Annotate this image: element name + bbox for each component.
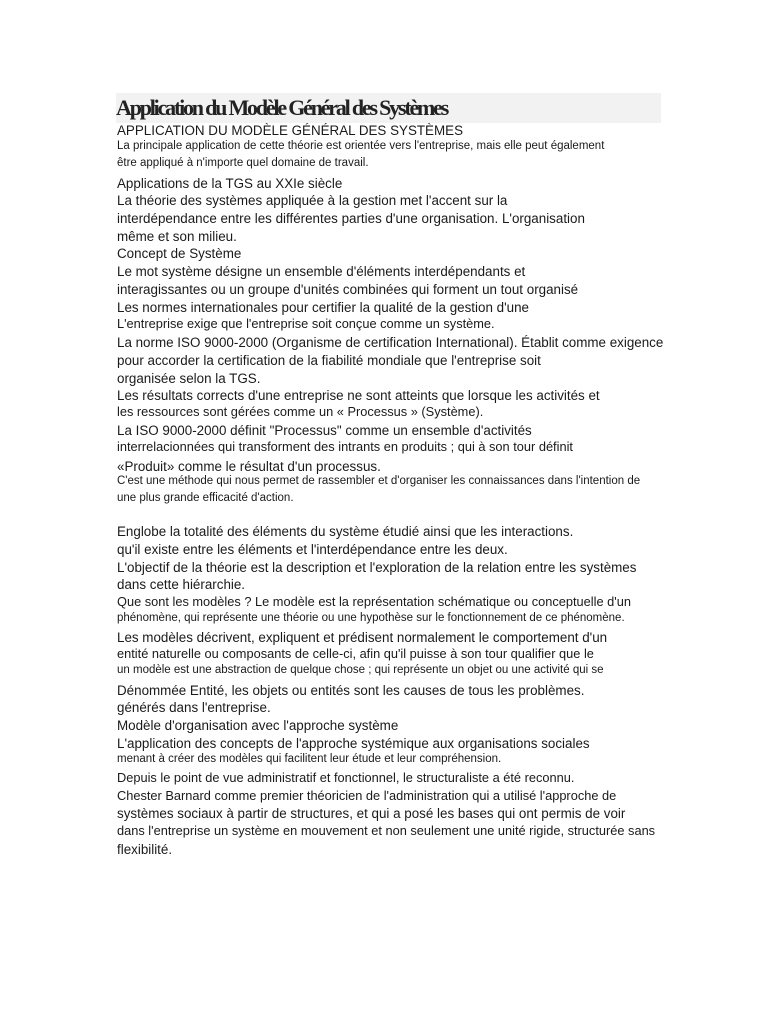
body-line: Depuis le point de vue administratif et fonctionnel, le structuraliste a été reconnu.	[117, 770, 575, 785]
body-line: interagissantes ou un groupe d'unités combinées qui forment un tout organisé	[117, 282, 579, 297]
body-line: interdépendance entre les différentes parties d'une organisation. L'organisation	[117, 211, 585, 226]
body-line: pour accorder la certification de la fiabilité mondiale que l'entreprise soit	[117, 353, 541, 368]
body-line: Englobe la totalité des éléments du système étudié ainsi que les interactions.	[117, 524, 574, 539]
body-line: La norme ISO 9000-2000 (Organisme de certification International). Établit comme exigence	[117, 335, 664, 350]
body-line: menant à créer des modèles qui facilitent leur étude et leur compréhension.	[117, 753, 502, 765]
body-line: Chester Barnard comme premier théoricien de l'administration qui a utilisé l'approche de	[117, 788, 617, 803]
body-line: APPLICATION DU MODÈLE GÉNÉRAL DES SYSTÈMES	[117, 123, 464, 138]
body-line: générés dans l'entreprise.	[117, 700, 271, 715]
body-line: dans l'entreprise un système en mouvement et non seulement une unité rigide, structurée sans	[117, 823, 656, 838]
body-line: L'objectif de la théorie est la description et l'exploration de la relation entre les systèmes	[117, 560, 637, 575]
body-line: entité naturelle ou composants de celle-ci, afin qu'il puisse à son tour qualifier que le	[117, 646, 594, 661]
body-line: C'est une méthode qui nous permet de rassembler et d'organiser les connaissances dans l'intention de	[117, 475, 641, 487]
body-line: une plus grande efficacité d'action.	[117, 492, 294, 504]
body-line: Applications de la TGS au XXIe siècle	[117, 176, 343, 191]
body-line: même et son milieu.	[117, 229, 237, 244]
body-line: un modèle est une abstraction de quelque chose ; qui représente un objet ou une activité qui se	[117, 664, 604, 676]
body-line: Que sont les modèles ? Le modèle est la représentation schématique ou conceptuelle d'un	[117, 594, 631, 609]
body-line: La théorie des systèmes appliquée à la gestion met l'accent sur la	[117, 193, 508, 208]
body-line: qu'il existe entre les éléments et l'interdépendance entre les deux.	[117, 542, 508, 557]
body-line: Concept de Système	[117, 246, 242, 261]
body-line: L'application des concepts de l'approche systémique aux organisations sociales	[117, 736, 590, 751]
body-line: Les résultats corrects d'une entreprise ne sont atteints que lorsque les activités et	[117, 388, 600, 403]
body-line: systèmes sociaux à partir de structures, et qui a posé les bases qui ont permis de voir	[117, 806, 626, 821]
body-line: phénomène, qui représente une théorie ou une hypothèse sur le fonctionnement de ce phénomène.	[117, 612, 625, 624]
body-line: Les modèles décrivent, expliquent et prédisent normalement le comportement d'un	[117, 630, 608, 645]
body-line: Les normes internationales pour certifier la qualité de la gestion d'une	[117, 300, 529, 315]
body-line: Modèle d'organisation avec l'approche système	[117, 718, 399, 733]
body-line: flexibilité.	[117, 842, 173, 857]
body-line: dans cette hiérarchie.	[117, 577, 246, 592]
document-title: Application du Modèle Général des Systèmes	[116, 93, 661, 123]
body-line: interrelacionnées qui transforment des intrants en produits ; qui à son tour définit	[117, 439, 573, 454]
body-line: les ressources sont gérées comme un « Processus » (Système).	[117, 404, 484, 419]
body-line: organisée selon la TGS.	[117, 371, 261, 386]
body-line: Dénommée Entité, les objets ou entités sont les causes de tous les problèmes.	[117, 683, 585, 698]
body-line: être appliqué à n'importe quel domaine de travail.	[117, 157, 369, 169]
body-line: La principale application de cette théorie est orientée vers l'entreprise, mais elle peut également	[117, 140, 605, 152]
body-line: «Produit» comme le résultat d'un processus.	[117, 459, 381, 474]
body-line: Le mot système désigne un ensemble d'éléments interdépendants et	[117, 264, 526, 279]
body-line: La ISO 9000-2000 définit "Processus" comme un ensemble d'activités	[117, 423, 532, 438]
body-line: L'entreprise exige que l'entreprise soit conçue comme un système.	[117, 316, 495, 331]
